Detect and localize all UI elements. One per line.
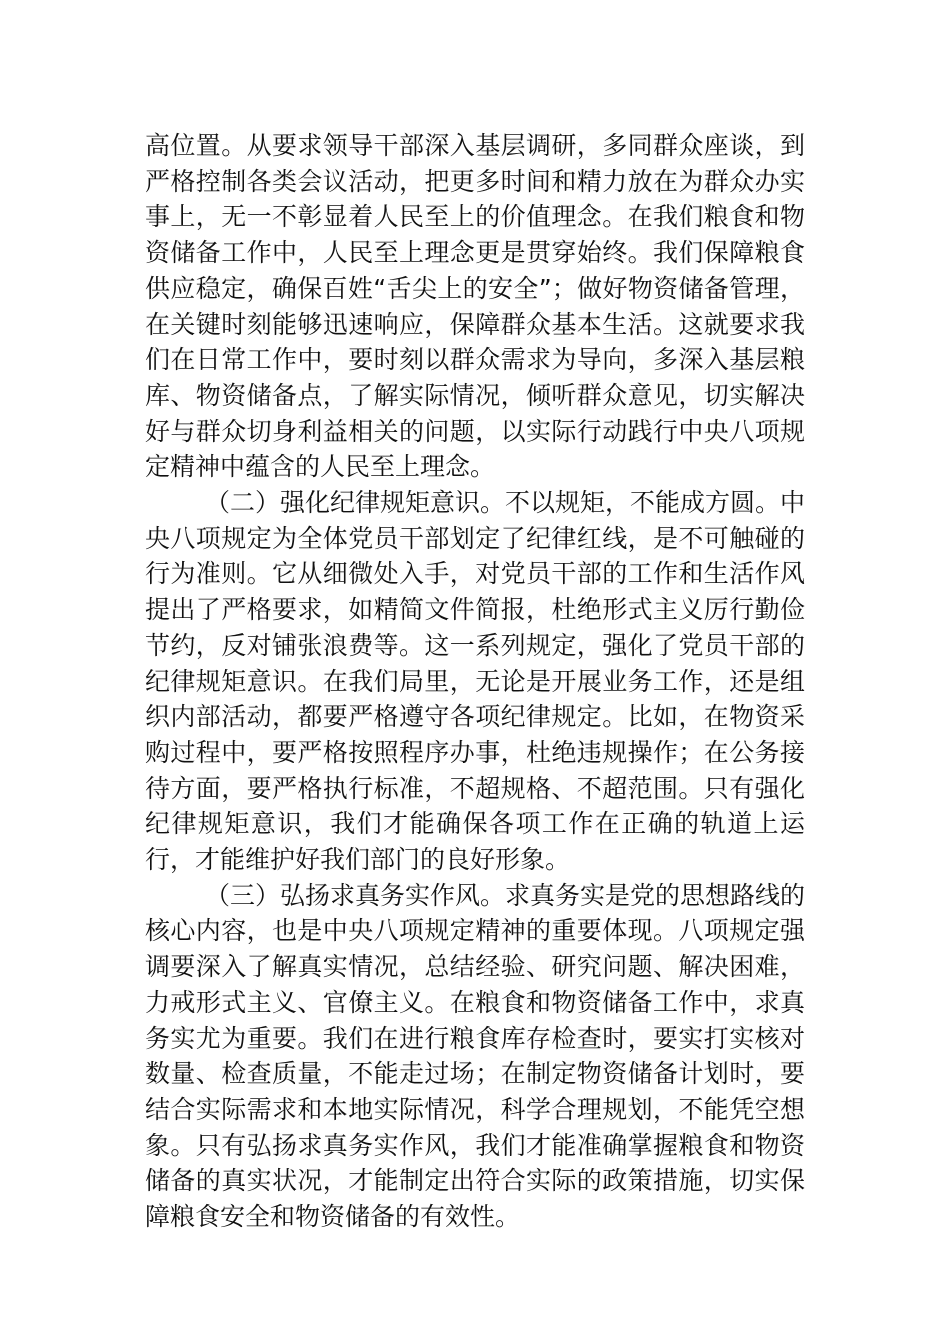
paragraph-section-3: （三）弘扬求真务实作风。求真务实是党的思想路线的核心内容，也是中央八项规定精神的重要体现。八项规定强调要深入了解真实情况，总结经验、研究问题、解决困难，力戒形式主义、官僚主义。在粮食和物资储备工作中，求真务实尤为重要。我们在进行粮食库存检查时，要实打实核对数量、检查质量，不能走过场；在制定物资储备计划时，要结合实际需求和本地实际情况，科学合理规划，不能凭空想象。只有弘扬求真务实作风，我们才能准确掌握粮食和物资储备的真实状况，才能制定出符合实际的政策措施，切实保障粮食安全和物资储备的有效性。	[145, 880, 806, 1232]
paragraph-section-2: （二）强化纪律规矩意识。不以规矩，不能成方圆。中央八项规定为全体党员干部划定了纪律红线，是不可触碰的行为准则。它从细微处入手，对党员干部的工作和生活作风提出了严格要求，如精简文件简报，杜绝形式主义厉行勤俭节约，反对铺张浪费等。这一系列规定，强化了党员干部的纪律规矩意识。在我们局里，无论是开展业务工作，还是组织内部活动，都要严格遵守各项纪律规定。比如，在物资采购过程中，要严格按照程序办事，杜绝违规操作；在公务接待方面，要严格执行标准，不超规格、不超范围。只有强化纪律规矩意识，我们才能确保各项工作在正确的轨道上运行，才能维护好我们部门的良好形象。	[145, 488, 806, 875]
paragraph-continuation: 高位置。从要求领导干部深入基层调研，多同群众座谈，到严格控制各类会议活动，把更多时间和精力放在为群众办实事上，无一不彰显着人民至上的价值理念。在我们粮食和物资储备工作中，人民至上理念更是贯穿始终。我们保障粮食供应稳定，确保百姓“舌尖上的安全”；做好物资储备管理，在关键时刻能够迅速响应，保障群众基本生活。这就要求我们在日常工作中，要时刻以群众需求为导向，多深入基层粮库、物资储备点，了解实际情况，倾听群众意见，切实解决好与群众切身利益相关的问题，以实际行动践行中央八项规定精神中蕴含的人民至上理念。	[145, 131, 805, 482]
document-body	[145, 128, 805, 1235]
